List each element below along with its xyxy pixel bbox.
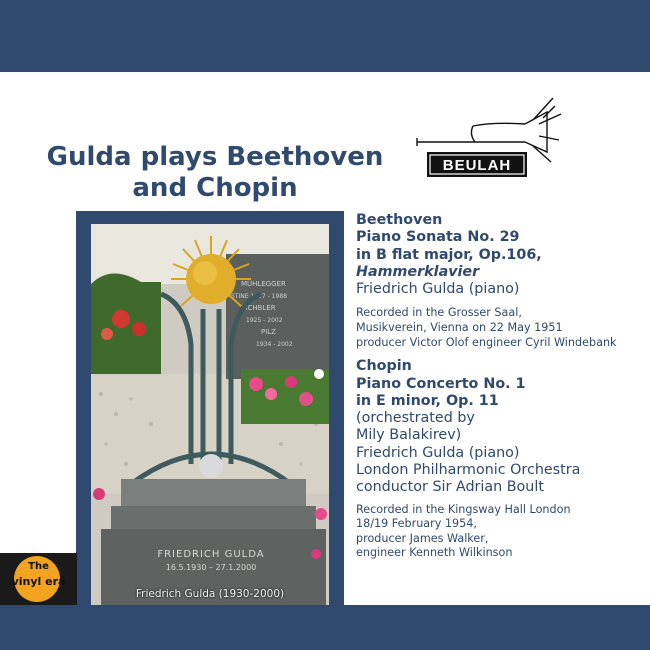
bottom-band [0,605,650,650]
beethoven-recording-line-1: Recorded in the Grosser Saal, [356,306,522,320]
chopin-performer-2: London Philharmonic Orchestra [356,462,581,479]
beulah-logo [413,96,563,182]
chopin-recording-line-3: producer James Walker, [356,531,489,545]
beethoven-work-subtitle: Hammerklavier [356,263,480,280]
vinyl-logo-name: vinyl era [11,575,66,588]
album-title-line-1: Gulda plays Beethoven [46,142,384,172]
beulah-logo-text: BEULAH [442,157,512,174]
stone-name-3: EICHBLER [241,304,276,312]
grave-name: FRIEDRICH GULDA [157,549,265,560]
album-title-line-2: and Chopin [132,173,298,203]
chopin-recording-line-4: engineer Kenneth Wilkinson [356,546,513,560]
track-notes [356,212,646,561]
stone-name-4: 1925 - 2002 [246,317,283,324]
grave-dates: 16.5.1930 – 27.1.2000 [165,563,257,572]
chopin-composer: Chopin [356,358,412,375]
album-title [30,142,400,204]
beethoven-recording-line-2: Musikverein, Vienna on 22 May 1951 [356,321,563,335]
stone-name-1: MÜHLEGGER [241,280,286,288]
stone-name-6: 1934 - 2002 [256,341,293,348]
photo-caption: Friedrich Gulda (1930-2000) [135,588,285,600]
chopin-recording-line-1: Recorded in the Kingsway Hall London [356,502,571,516]
vinyl-era-logo [0,553,77,605]
beethoven-performer: Friedrich Gulda (piano) [356,281,520,298]
beethoven-recording-line-3: producer Victor Olof engineer Cyril Windebank [356,335,617,349]
grave-photo [91,224,329,605]
chopin-recording-line-2: 18/19 February 1954, [356,517,477,531]
chopin-work-line-4: Mily Balakirev) [356,427,462,444]
chopin-performer-3: conductor Sir Adrian Boult [356,479,544,496]
beethoven-work-line-2: in B flat major, Op.106, [356,246,542,263]
chopin-work-line-2: in E minor, Op. 11 [356,392,499,409]
beethoven-work-line-1: Piano Sonata No. 29 [356,229,520,246]
vinyl-logo-the: The [28,561,49,572]
stone-name-5: PILZ [261,328,276,336]
beethoven-composer: Beethoven [356,212,443,228]
chopin-performer-1: Friedrich Gulda (piano) [356,444,520,461]
chopin-work-line-1: Piano Concerto No. 1 [356,375,526,392]
top-band [0,0,650,72]
stone-name-2: STINE 1907 - 1988 [231,293,287,300]
chopin-work-line-3: (orchestrated by [356,410,475,427]
